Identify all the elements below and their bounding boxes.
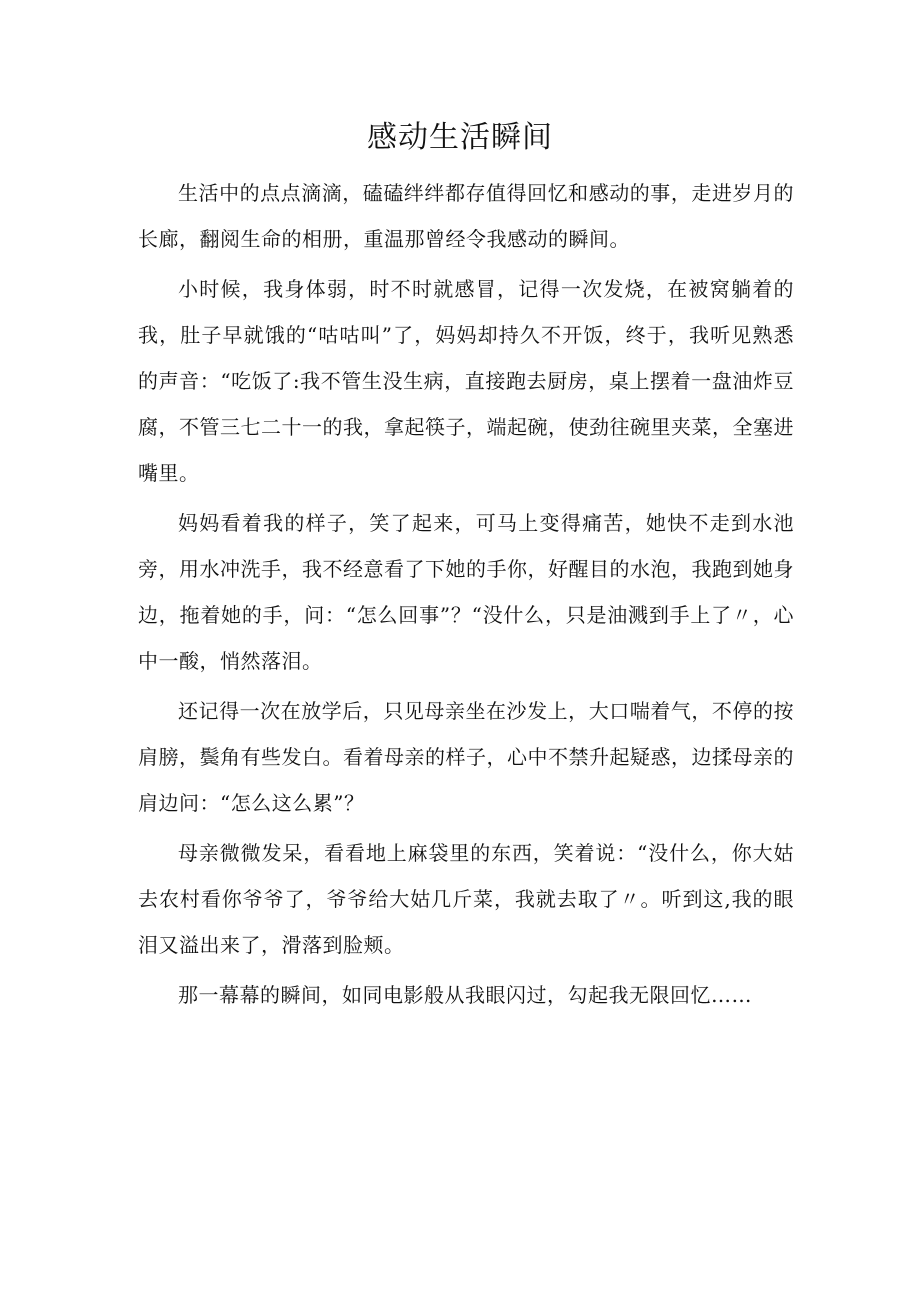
paragraph-4: 还记得一次在放学后，只见母亲坐在沙发上，大口喘着气，不停的按肩膀，鬓角有些发白。看着母亲的样子，心中不禁升起疑惑，边揉母亲的肩边问：“怎么这么累”？: [138, 699, 794, 815]
document-title: 感动生活瞬间: [367, 120, 553, 155]
paragraph-1: 生活中的点点滴滴，磕磕绊绊都存值得回忆和感动的事，走进岁月的长廊，翻阅生命的相册，重温那曾经令我感动的瞬间。: [138, 181, 794, 251]
paragraph-3: 妈妈看着我的样子，笑了起来，可马上变得痛苦，她快不走到水池旁，用水冲洗手，我不经意看了下她的手你，好醒目的水泡，我跑到她身边，拖着她的手，问：“怎么回事”？“没什么，只是油溅到手上了〃，心中一酸，悄然落泪。: [138, 511, 794, 673]
paragraph-5: 母亲微微发呆，看看地上麻袋里的东西，笑着说：“没什么，你大姑去农村看你爷爷了，爷爷给大姑几斤菜，我就去取了〃。听到这,我的眼泪又溢出来了，滑落到脸颊。: [138, 841, 794, 957]
paragraph-2: 小时候，我身体弱，时不时就感冒，记得一次发烧，在被窝躺着的我，肚子早就饿的“咕咕叫”了，妈妈却持久不开饭，终于，我听见熟悉的声音：“吃饭了:我不管生没生病，直接跑去厨房，桌上摆着一盘油炸豆腐，不管三七二十一的我，拿起筷子，端起碗，使劲往碗里夹菜，全塞进嘴里。: [138, 277, 794, 485]
paragraph-6: 那一幕幕的瞬间，如同电影般从我眼闪过，勾起我无限回忆……: [178, 983, 752, 1007]
document-body: [138, 170, 794, 1022]
